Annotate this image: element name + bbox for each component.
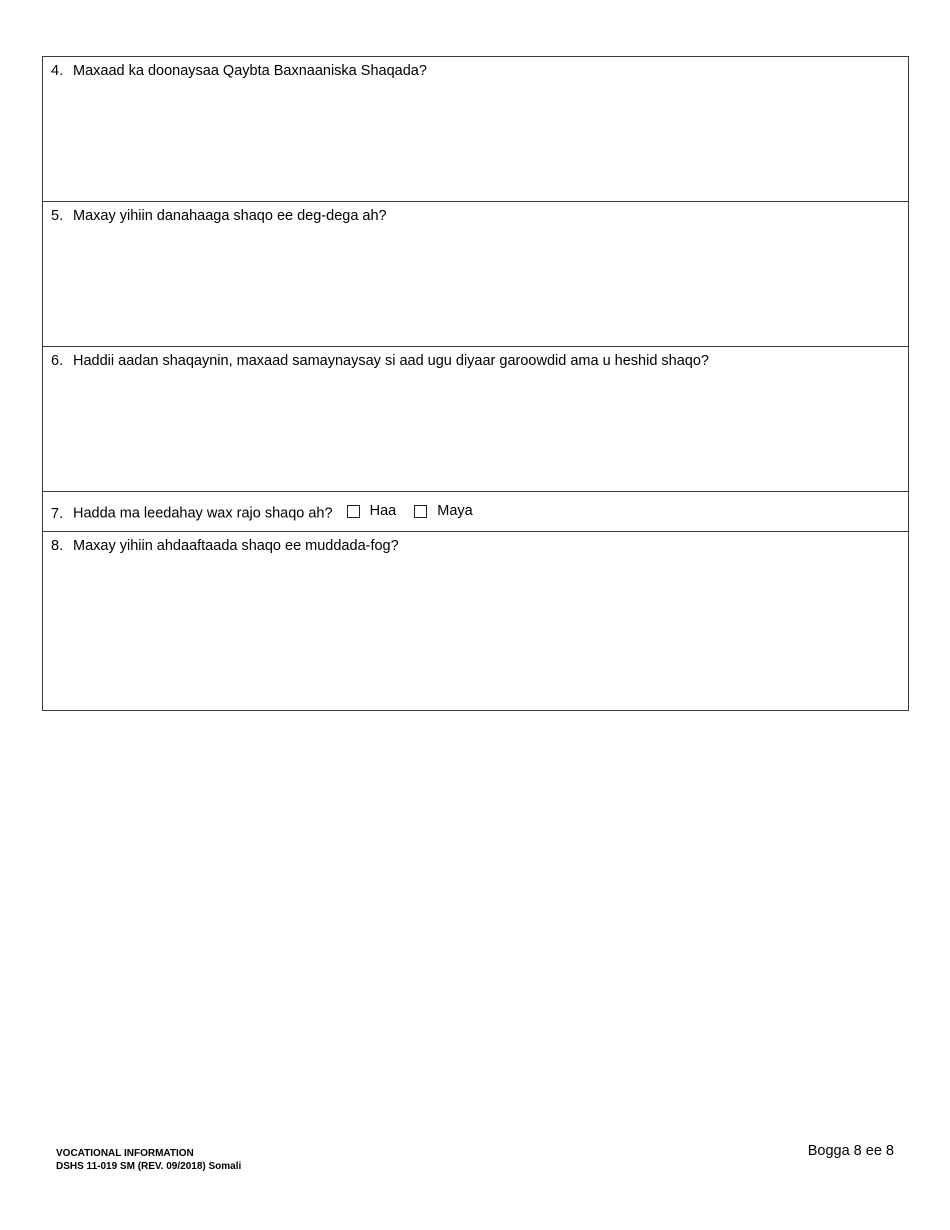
option-haa[interactable]	[347, 502, 401, 520]
question-number: 7.	[51, 505, 64, 522]
question-4-label	[51, 62, 427, 80]
question-5-label	[51, 207, 387, 225]
form-footer	[56, 1147, 241, 1173]
vocational-form-table	[42, 56, 909, 711]
maya-checkbox[interactable]	[414, 505, 427, 518]
question-6-row[interactable]	[43, 347, 908, 492]
question-text: Haddii aadan shaqaynin, maxaad samaynaysay si aad ugu diyaar garoowdid ama u heshid shaqo?	[73, 353, 709, 369]
question-text: Hadda ma leedahay wax rajo shaqo ah?	[73, 505, 333, 522]
question-text: Maxay yihiin danahaaga shaqo ee deg-dega ah?	[73, 208, 387, 224]
question-4-row[interactable]	[43, 57, 908, 202]
question-number: 5.	[51, 208, 64, 224]
question-number: 8.	[51, 538, 64, 554]
option-maya[interactable]	[414, 502, 476, 520]
haa-label: Haa	[369, 503, 397, 519]
page-number: Bogga 8 ee 8	[807, 1143, 894, 1159]
question-7-label	[51, 502, 477, 523]
question-6-label	[51, 352, 709, 370]
haa-checkbox[interactable]	[347, 505, 360, 518]
question-number: 4.	[51, 63, 64, 79]
question-8-row[interactable]	[43, 532, 908, 710]
question-text: Maxay yihiin ahdaaftaada shaqo ee muddada-fog?	[73, 538, 399, 554]
question-7-row	[43, 492, 908, 532]
form-title: VOCATIONAL INFORMATION	[56, 1148, 194, 1159]
question-text: Maxaad ka doonaysaa Qaybta Baxnaaniska Shaqada?	[73, 63, 427, 79]
maya-label: Maya	[437, 503, 473, 519]
form-code: DSHS 11-019 SM (REV. 09/2018) Somali	[56, 1161, 242, 1172]
question-number: 6.	[51, 353, 64, 369]
question-5-row[interactable]	[43, 202, 908, 347]
question-8-label	[51, 537, 399, 555]
